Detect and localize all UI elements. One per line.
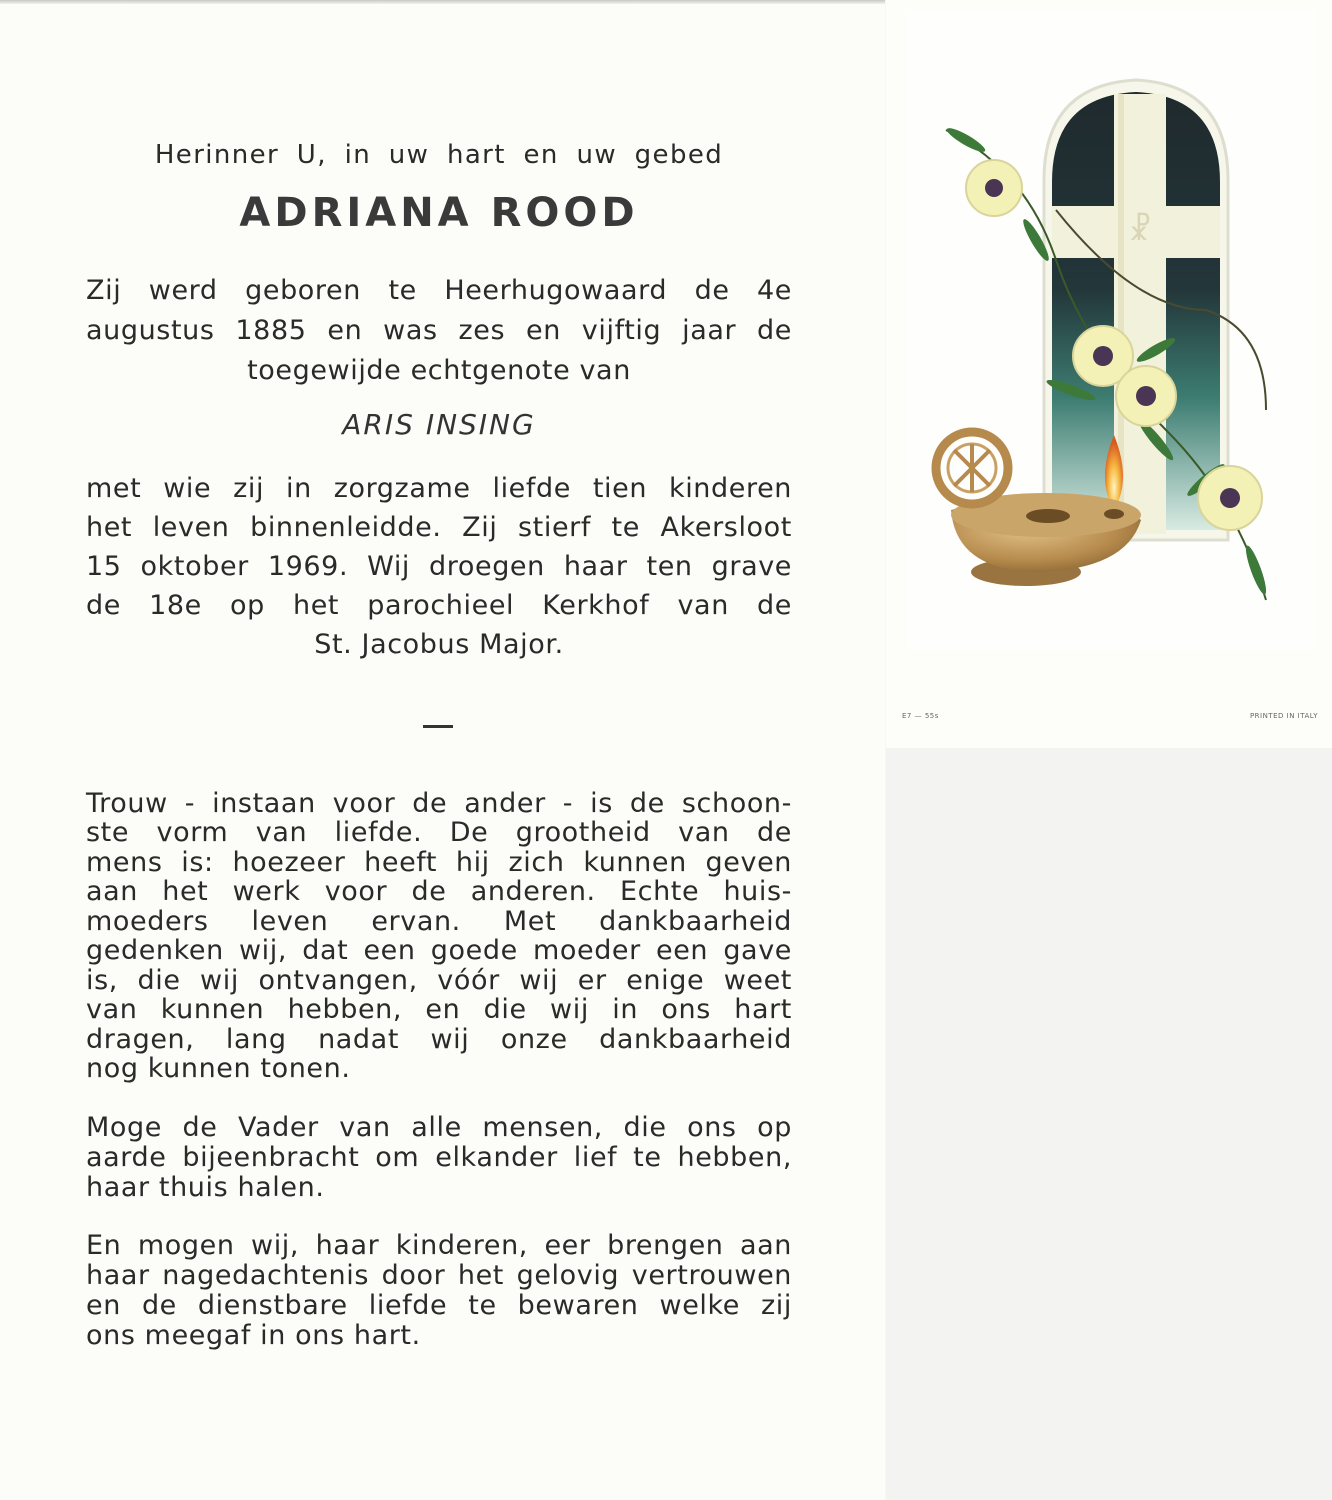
bio-line: Zij werd geboren te Heerhugowaard de 4e [86, 275, 792, 306]
poem-line: en de dienstbare liefde te bewaren welke zij [86, 1290, 792, 1321]
svg-text:☧: ☧ [1128, 213, 1152, 248]
poem-line: gedenken wij, dat een goede moeder een gave [86, 935, 792, 966]
poem-line: ste vorm van liefde. De grootheid van de [86, 817, 792, 848]
bio-line: toegewijde echtgenote van [247, 355, 631, 386]
printed-in-italy: PRINTED IN ITALY [1249, 712, 1318, 720]
separator-dash [423, 725, 453, 728]
poem-line: ons meegaf in ons hart. [86, 1320, 421, 1351]
death-line: St. Jacobus Major. [314, 629, 564, 660]
cross-lamp-illustration [906, 10, 1316, 650]
poem-line: van kunnen hebben, en die wij in ons hart [86, 994, 792, 1025]
poem-line: haar nagedachtenis door het gelovig vertrouwen [86, 1260, 792, 1291]
death-line: de 18e op het parochieel Kerkhof van de [86, 590, 792, 621]
poem-line: Trouw - instaan voor de ander - is de schoon- [86, 788, 792, 819]
intro-line: Herinner U, in uw hart en uw gebed [154, 140, 724, 170]
background-area [886, 748, 1332, 1500]
deceased-name: ADRIANA ROOD [239, 190, 639, 236]
death-line: het leven binnenleidde. Zij stierf te Akersloot [86, 512, 792, 543]
poem-line: En mogen wij, haar kinderen, eer brengen aan [86, 1230, 792, 1261]
print-code: E7 — 55s [902, 712, 939, 720]
poem-line: haar thuis halen. [86, 1172, 325, 1203]
illustration-area [906, 10, 1316, 650]
card-edge [0, 0, 885, 4]
poem-line: dragen, lang nadat wij onze dankbaarheid [86, 1024, 792, 1055]
poem-line: mens is: hoezeer heeft hij zich kunnen geven [86, 847, 792, 878]
bio-line: augustus 1885 en was zes en vijftig jaar de [86, 315, 792, 346]
poem-line: aarde bijeenbracht om elkander lief te hebben, [86, 1142, 792, 1173]
poem-line: moeders leven ervan. Met dankbaarheid [86, 906, 792, 937]
poem-line: nog kunnen tonen. [86, 1053, 351, 1084]
memorial-card-image [886, 0, 1332, 748]
death-line: 15 oktober 1969. Wij droegen haar ten grave [86, 551, 792, 582]
spouse-name: ARIS INSING [342, 408, 536, 441]
poem-line: is, die wij ontvangen, vóór wij er enige weet [86, 965, 792, 996]
poem-line: Moge de Vader van alle mensen, die ons op [86, 1112, 792, 1143]
poem-line: aan het werk voor de anderen. Echte huis- [86, 876, 792, 907]
death-line: met wie zij in zorgzame liefde tien kinderen [86, 473, 792, 504]
